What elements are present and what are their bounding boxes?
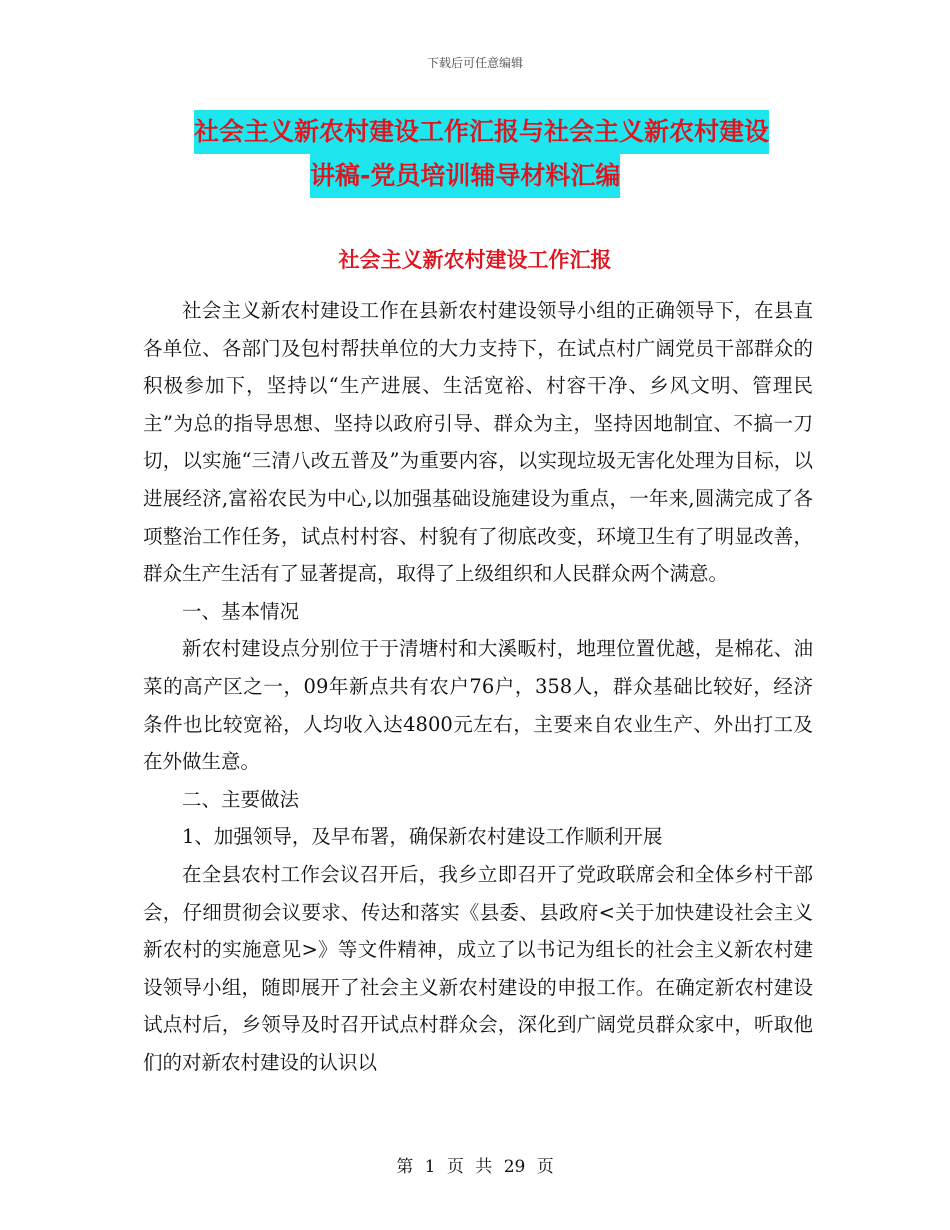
title-line-1: 社会主义新农村建设工作汇报与社会主义新农村建设	[194, 110, 769, 154]
paragraph: 社会主义新农村建设工作在县新农村建设领导小组的正确领导下，在县直各单位、各部门及包村帮扶单位的大力支持下，在试点村广阔党员干部群众的积极参加下，坚持以“生产进展、生活宽裕、村容干净、乡风文明、管理民主”为总的指导思想、坚持以政府引导、群众为主，坚持因地制宜、不搞一刀切，以实施“三清八改五普及”为重要内容，以实现垃圾无害化处理为目标，以进展经济,富裕农民为中心,以加强基础设施建设为重点，一年来,圆满完成了各项整治工作任务，试点村村容、村貌有了彻底改变，环境卫生有了明显改善，群众生产生活有了显著提高，取得了上级组织和人民群众两个满意。	[143, 299, 813, 586]
header-note: 下载后可任意编辑	[426, 56, 523, 70]
subheading-main-methods: 二、主要做法	[182, 787, 300, 811]
page-number-footer: 第 1 页 共 29 页	[396, 1157, 554, 1177]
section-title: 社会主义新农村建设工作汇报	[338, 248, 612, 272]
subheading-item-1: 1、加强领导，及早布署，确保新农村建设工作顺利开展	[182, 825, 663, 849]
subheading-basic-situation: 一、基本情况	[182, 599, 300, 623]
title-line-2: 讲稿-党员培训辅导材料汇编	[310, 154, 620, 198]
paragraph: 在全县农村工作会议召开后，我乡立即召开了党政联席会和全体乡村干部会，仔细贯彻会议要求、传达和落实《县委、县政府<关于加快建设社会主义新农村的实施意见>》等文件精神，成立了以书记为组长的社会主义新农村建设领导小组，随即展开了社会主义新农村建设的申报工作。在确定新农村建设试点村后，乡领导及时召开试点村群众会，深化到广阔党员群众家中，听取他们的对新农村建设的认识以	[143, 862, 813, 1074]
paragraph: 新农村建设点分别位于于清塘村和大溪畈村，地理位置优越，是棉花、油菜的高产区之一，09年新点共有农户76户，358人，群众基础比较好，经济条件也比较宽裕，人均收入达4800元左右，主要来自农业生产、外出打工及在外做生意。	[143, 637, 813, 774]
body-text	[143, 292, 813, 1081]
